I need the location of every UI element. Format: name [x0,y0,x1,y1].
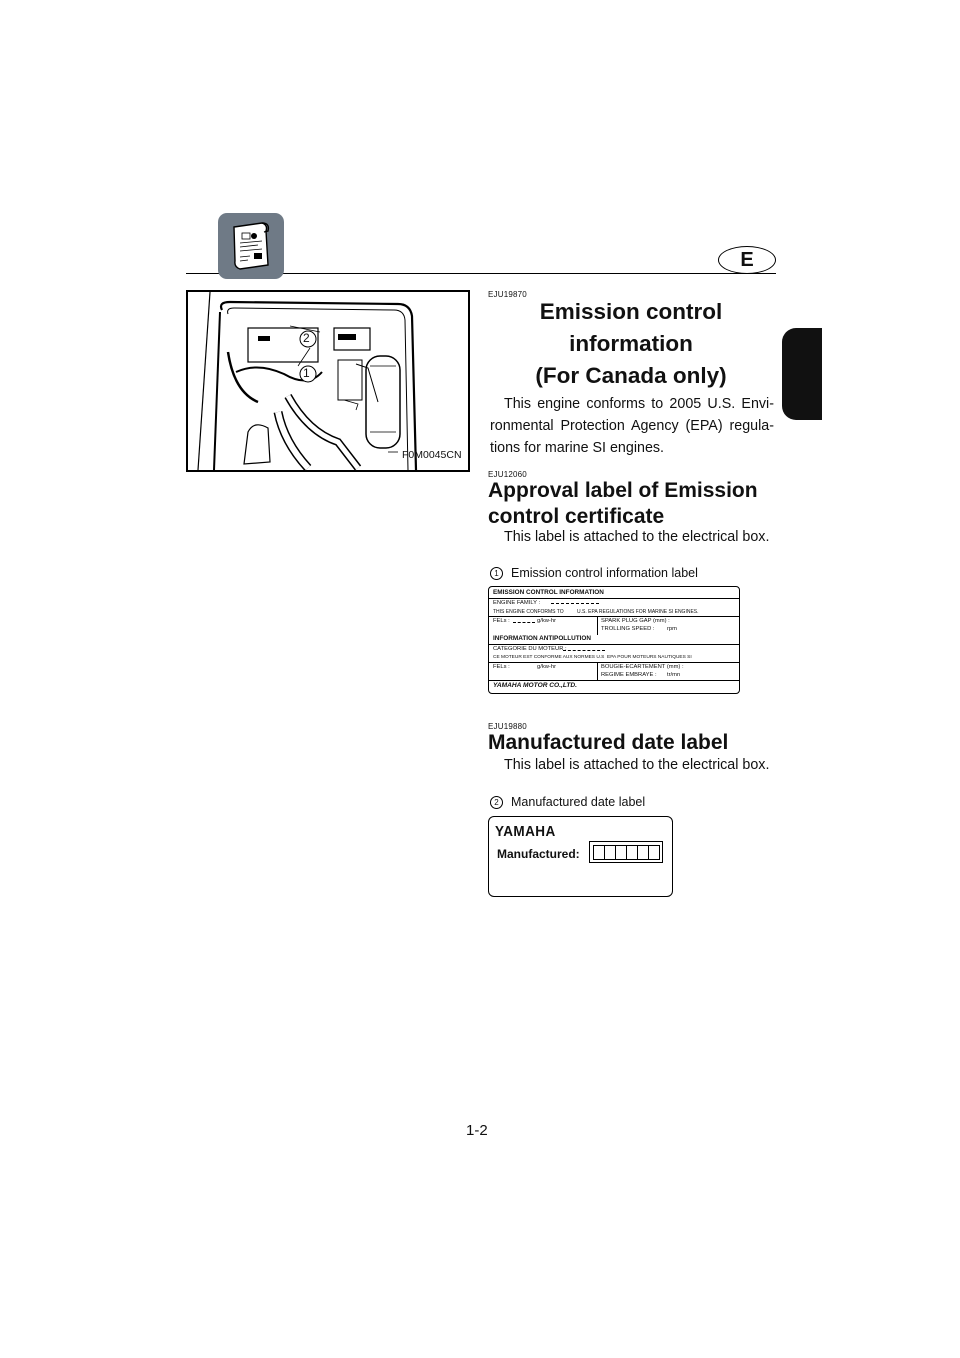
section-body: This label is attached to the electrical box. [504,757,770,773]
label-heading-en: EMISSION CONTROL INFORMATION [493,589,604,596]
label-trolling: TROLLING SPEED : [601,626,655,632]
body-line: tions for marine SI engines. [490,440,665,456]
chapter-side-tab [782,328,822,420]
page-number: 1-2 [466,1122,488,1139]
label-unit-fr: g/kw-hr [537,664,557,670]
label-fels: FELs : [493,618,510,624]
callout-number: 2 [490,796,503,809]
label-unit: g/kw-hr [537,618,557,624]
figure-callout-2: 2 [303,331,310,345]
title-line: control certificate [488,505,665,528]
caption-text: Manufactured date label [511,795,646,809]
ref-code: EJU12060 [488,470,527,479]
label-epa-regs: U.S. EPA REGULATIONS FOR MARINE SI ENGINES. [577,609,699,615]
label-brand: YAMAHA [495,823,556,840]
body-line: This engine conforms to 2005 U.S. Envi- [504,396,774,412]
engine-compartment-figure [186,290,470,472]
label-heading-fr: INFORMATION ANTIPOLLUTION [493,635,591,642]
owners-manual-icon [218,213,284,279]
section-title: Manufactured date label [488,731,729,754]
section-body [490,393,774,459]
label-epa-fr: EPA POUR MOTEURS NAUTIQUES SI [607,655,692,660]
label-tr-mn: tr/mn [667,672,681,678]
ref-code: EJU19870 [488,290,527,299]
figure-caption [490,795,645,809]
section-title [488,296,774,392]
label-fels-fr: FELs : [493,664,510,670]
title-line: Emission control [539,299,723,324]
label-bougie: BOUGIE-ECARTEMENT (mm) : [601,664,684,670]
date-digit-box [648,845,660,860]
ref-code: EJU19880 [488,722,527,731]
label-spark-plug: SPARK PLUG GAP (mm) : [601,618,670,624]
manufactured-date-label [488,816,673,897]
title-line: Approval label of Emission [488,479,758,502]
emission-control-label [488,586,740,694]
label-manufactured: Manufactured: [497,847,580,861]
caption-text: Emission control information label [511,566,698,580]
callout-number: 1 [490,567,503,580]
language-badge: E [718,246,776,274]
label-conforme: CE MOTEUR EST CONFORME AUX NORMES U.S [493,655,605,660]
label-maker: YAMAHA MOTOR CO.,LTD. [493,682,578,689]
figure-caption [490,566,698,580]
section-body: This label is attached to the electrical box. [504,529,770,545]
label-regime: REGIME EMBRAYE : [601,672,657,678]
label-categorie: CATEGORIE DU MOTEUR : [493,646,567,652]
title-line: (For Canada only) [535,363,727,388]
figure-callout-1: 1 [303,366,310,380]
section-title [488,478,778,530]
label-rpm: rpm [667,626,677,632]
body-line: ronmental Protection Agency (EPA) regula- [490,418,774,434]
label-conforms: THIS ENGINE CONFORMS TO [493,609,564,615]
figure-code: F0M0045CN [402,449,462,461]
label-engine-family: ENGINE FAMILY : [493,600,541,606]
title-line: information [569,331,693,356]
